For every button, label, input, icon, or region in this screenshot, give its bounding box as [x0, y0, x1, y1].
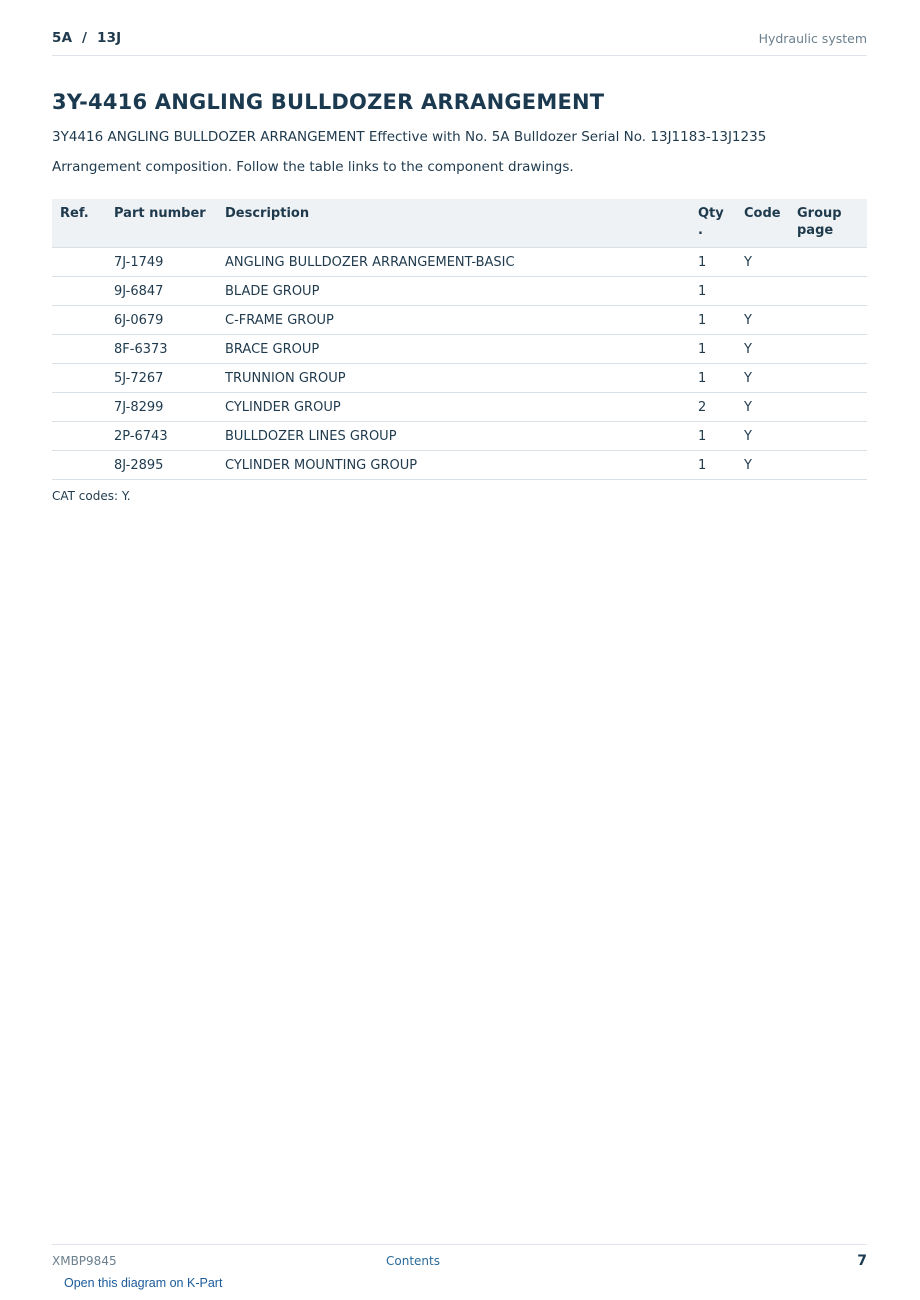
cell-description: CYLINDER GROUP [217, 393, 690, 422]
cell-part-number[interactable]: 8J-2895 [106, 451, 217, 480]
cell-ref [52, 451, 106, 480]
document-code: XMBP9845 [52, 1254, 117, 1268]
cell-code [736, 277, 789, 306]
cell-code: Y [736, 422, 789, 451]
cell-ref [52, 277, 106, 306]
cell-description: TRUNNION GROUP [217, 364, 690, 393]
cell-description: C-FRAME GROUP [217, 306, 690, 335]
cell-group-page [789, 451, 867, 480]
table-row [52, 393, 867, 422]
cell-description: BULLDOZER LINES GROUP [217, 422, 690, 451]
cell-part-number[interactable]: 8F-6373 [106, 335, 217, 364]
contents-link[interactable]: Contents [386, 1254, 440, 1268]
cell-part-number[interactable]: 2P-6743 [106, 422, 217, 451]
parts-table [52, 199, 867, 480]
table-row [52, 364, 867, 393]
table-row [52, 422, 867, 451]
cell-part-number[interactable]: 7J-8299 [106, 393, 217, 422]
cell-description: CYLINDER MOUNTING GROUP [217, 451, 690, 480]
column-header-group-page: Group page [789, 199, 867, 248]
breadcrumb: 5A / 13J [52, 30, 122, 46]
cell-group-page [789, 393, 867, 422]
page-subtitle: 3Y4416 ANGLING BULLDOZER ARRANGEMENT Effective with No. 5A Bulldozer Serial No. 13J1183-13J1235 [52, 129, 767, 145]
cell-code: Y [736, 451, 789, 480]
cell-qty: 1 [690, 335, 736, 364]
section-name: Hydraulic system [758, 31, 867, 46]
cell-ref [52, 248, 106, 277]
cell-qty: 1 [690, 248, 736, 277]
intro-text: Arrangement composition. Follow the table links to the component drawings. [52, 159, 574, 175]
page-header [52, 28, 867, 56]
table-row [52, 451, 867, 480]
cell-qty: 1 [690, 422, 736, 451]
cell-description: BRACE GROUP [217, 335, 690, 364]
cell-part-number[interactable]: 7J-1749 [106, 248, 217, 277]
column-header-qty: Qty . [690, 199, 736, 248]
cell-ref [52, 306, 106, 335]
page-title: 3Y-4416 ANGLING BULLDOZER ARRANGEMENT [52, 90, 605, 114]
cell-group-page [789, 248, 867, 277]
page-number: 7 [857, 1253, 867, 1269]
header-row [52, 199, 867, 248]
cell-group-page [789, 422, 867, 451]
table-row [52, 277, 867, 306]
cell-description: ANGLING BULLDOZER ARRANGEMENT-BASIC [217, 248, 690, 277]
table-header [52, 199, 867, 248]
cell-qty: 1 [690, 451, 736, 480]
cell-code: Y [736, 393, 789, 422]
cell-ref [52, 393, 106, 422]
cell-group-page [789, 306, 867, 335]
cell-ref [52, 335, 106, 364]
cell-group-page [789, 335, 867, 364]
column-header-part-number: Part number [106, 199, 217, 248]
cat-codes-note: CAT codes: Y. [52, 489, 131, 503]
cell-group-page [789, 364, 867, 393]
cell-ref [52, 364, 106, 393]
column-header-code: Code [736, 199, 789, 248]
cell-part-number[interactable]: 9J-6847 [106, 277, 217, 306]
table-row [52, 335, 867, 364]
cell-qty: 1 [690, 306, 736, 335]
cell-code: Y [736, 335, 789, 364]
cell-qty: 1 [690, 277, 736, 306]
cell-qty: 1 [690, 364, 736, 393]
table-body [52, 248, 867, 480]
cell-qty: 2 [690, 393, 736, 422]
column-header-description: Description [217, 199, 690, 248]
cell-group-page [789, 277, 867, 306]
cell-part-number[interactable]: 5J-7267 [106, 364, 217, 393]
page-footer [52, 1244, 867, 1275]
column-header-ref: Ref. [52, 199, 106, 248]
cell-ref [52, 422, 106, 451]
cell-description: BLADE GROUP [217, 277, 690, 306]
cell-code: Y [736, 364, 789, 393]
cell-code: Y [736, 306, 789, 335]
table-row [52, 306, 867, 335]
cell-part-number[interactable]: 6J-0679 [106, 306, 217, 335]
table-row [52, 248, 867, 277]
open-kpart-link[interactable]: Open this diagram on K-Part [64, 1276, 223, 1290]
cell-code: Y [736, 248, 789, 277]
